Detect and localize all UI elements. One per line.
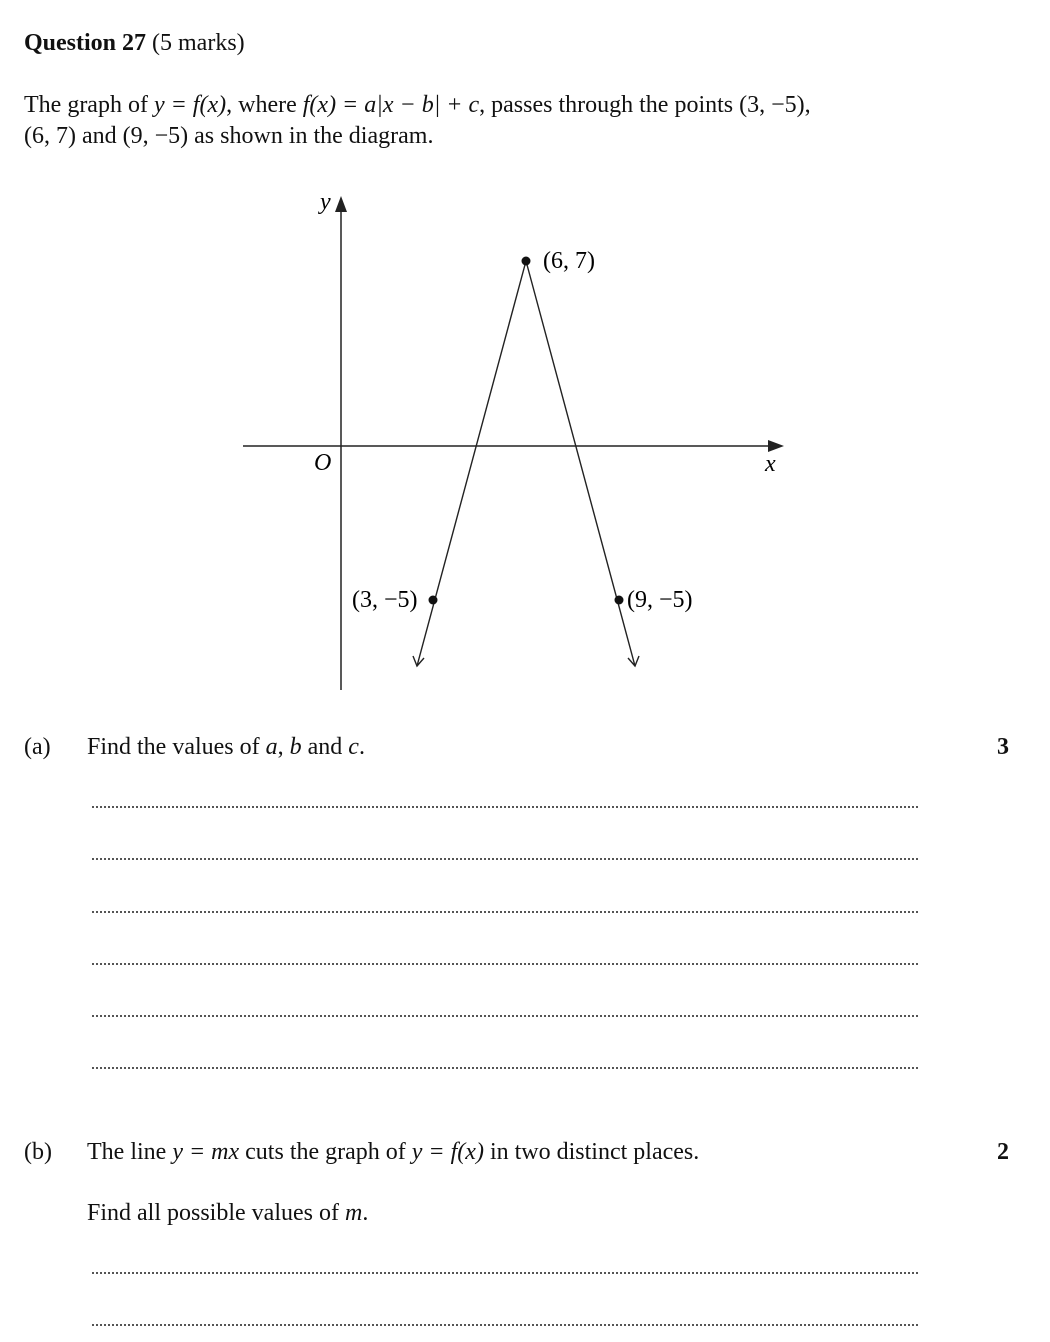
x-axis-label: x [765,451,776,477]
part-b-text-4: Find all possible values of [87,1200,345,1226]
part-b-text-3: in two distinct places. [483,1139,700,1165]
origin-label: O [314,450,332,476]
part-b-marks: 2 [997,1139,1009,1165]
point-left [429,596,438,605]
y-axis-arrow-icon [335,196,347,212]
part-a-label: (a) [24,734,51,760]
part-a-var-b: b [289,734,302,760]
part-a-question [87,734,365,761]
intro-math-1: y = f(x) [153,92,227,118]
answer-line-a-3[interactable] [92,911,918,913]
part-b-label: (b) [24,1139,52,1165]
answer-line-a-1[interactable] [92,806,918,808]
answer-line-a-2[interactable] [92,858,918,860]
intro-text-3: , passes through the points (3, −5), [479,92,811,118]
point-label-vertex: (6, 7) [543,248,595,274]
part-b-question-line-2 [87,1200,368,1227]
intro-math-2: f(x) = a|x − b| + c [302,92,480,118]
part-b-text-1: The line [87,1139,173,1165]
answer-line-b-1[interactable] [92,1272,918,1274]
point-label-left: (3, −5) [352,587,418,613]
part-a-marks: 3 [997,734,1009,760]
intro-text-1: The graph of [24,92,154,118]
part-b-var-m: m [344,1200,363,1226]
part-b-text-2: cuts the graph of [239,1139,412,1165]
part-a-text-1: Find the values of [87,734,266,760]
point-label-right: (9, −5) [627,587,693,613]
answer-line-a-4[interactable] [92,963,918,965]
part-b-text-5: . [362,1200,369,1226]
question-label: Question 27 [24,30,147,56]
graph-right-branch [526,261,635,666]
part-a-var-c: c [348,734,359,760]
intro-text-2: , where [226,92,303,118]
part-b-math-1: y = mx [172,1139,240,1165]
intro-line-2: (6, 7) and (9, −5) as shown in the diagram. [24,123,434,149]
question-marks: (5 marks) [152,30,245,56]
graph-left-branch [417,261,526,666]
answer-line-a-5[interactable] [92,1015,918,1017]
part-b-question-line-1 [87,1139,699,1166]
part-a-var-a: a [265,734,278,760]
part-a-text-3: and [301,734,349,760]
point-right [615,596,624,605]
answer-line-b-2[interactable] [92,1324,918,1326]
y-axis-label: y [320,189,331,215]
part-b-math-2: y = f(x) [411,1139,484,1165]
answer-line-a-6[interactable] [92,1067,918,1069]
part-a-text-2: , [277,734,290,760]
point-vertex [522,257,531,266]
part-a-text-4: . [358,734,365,760]
